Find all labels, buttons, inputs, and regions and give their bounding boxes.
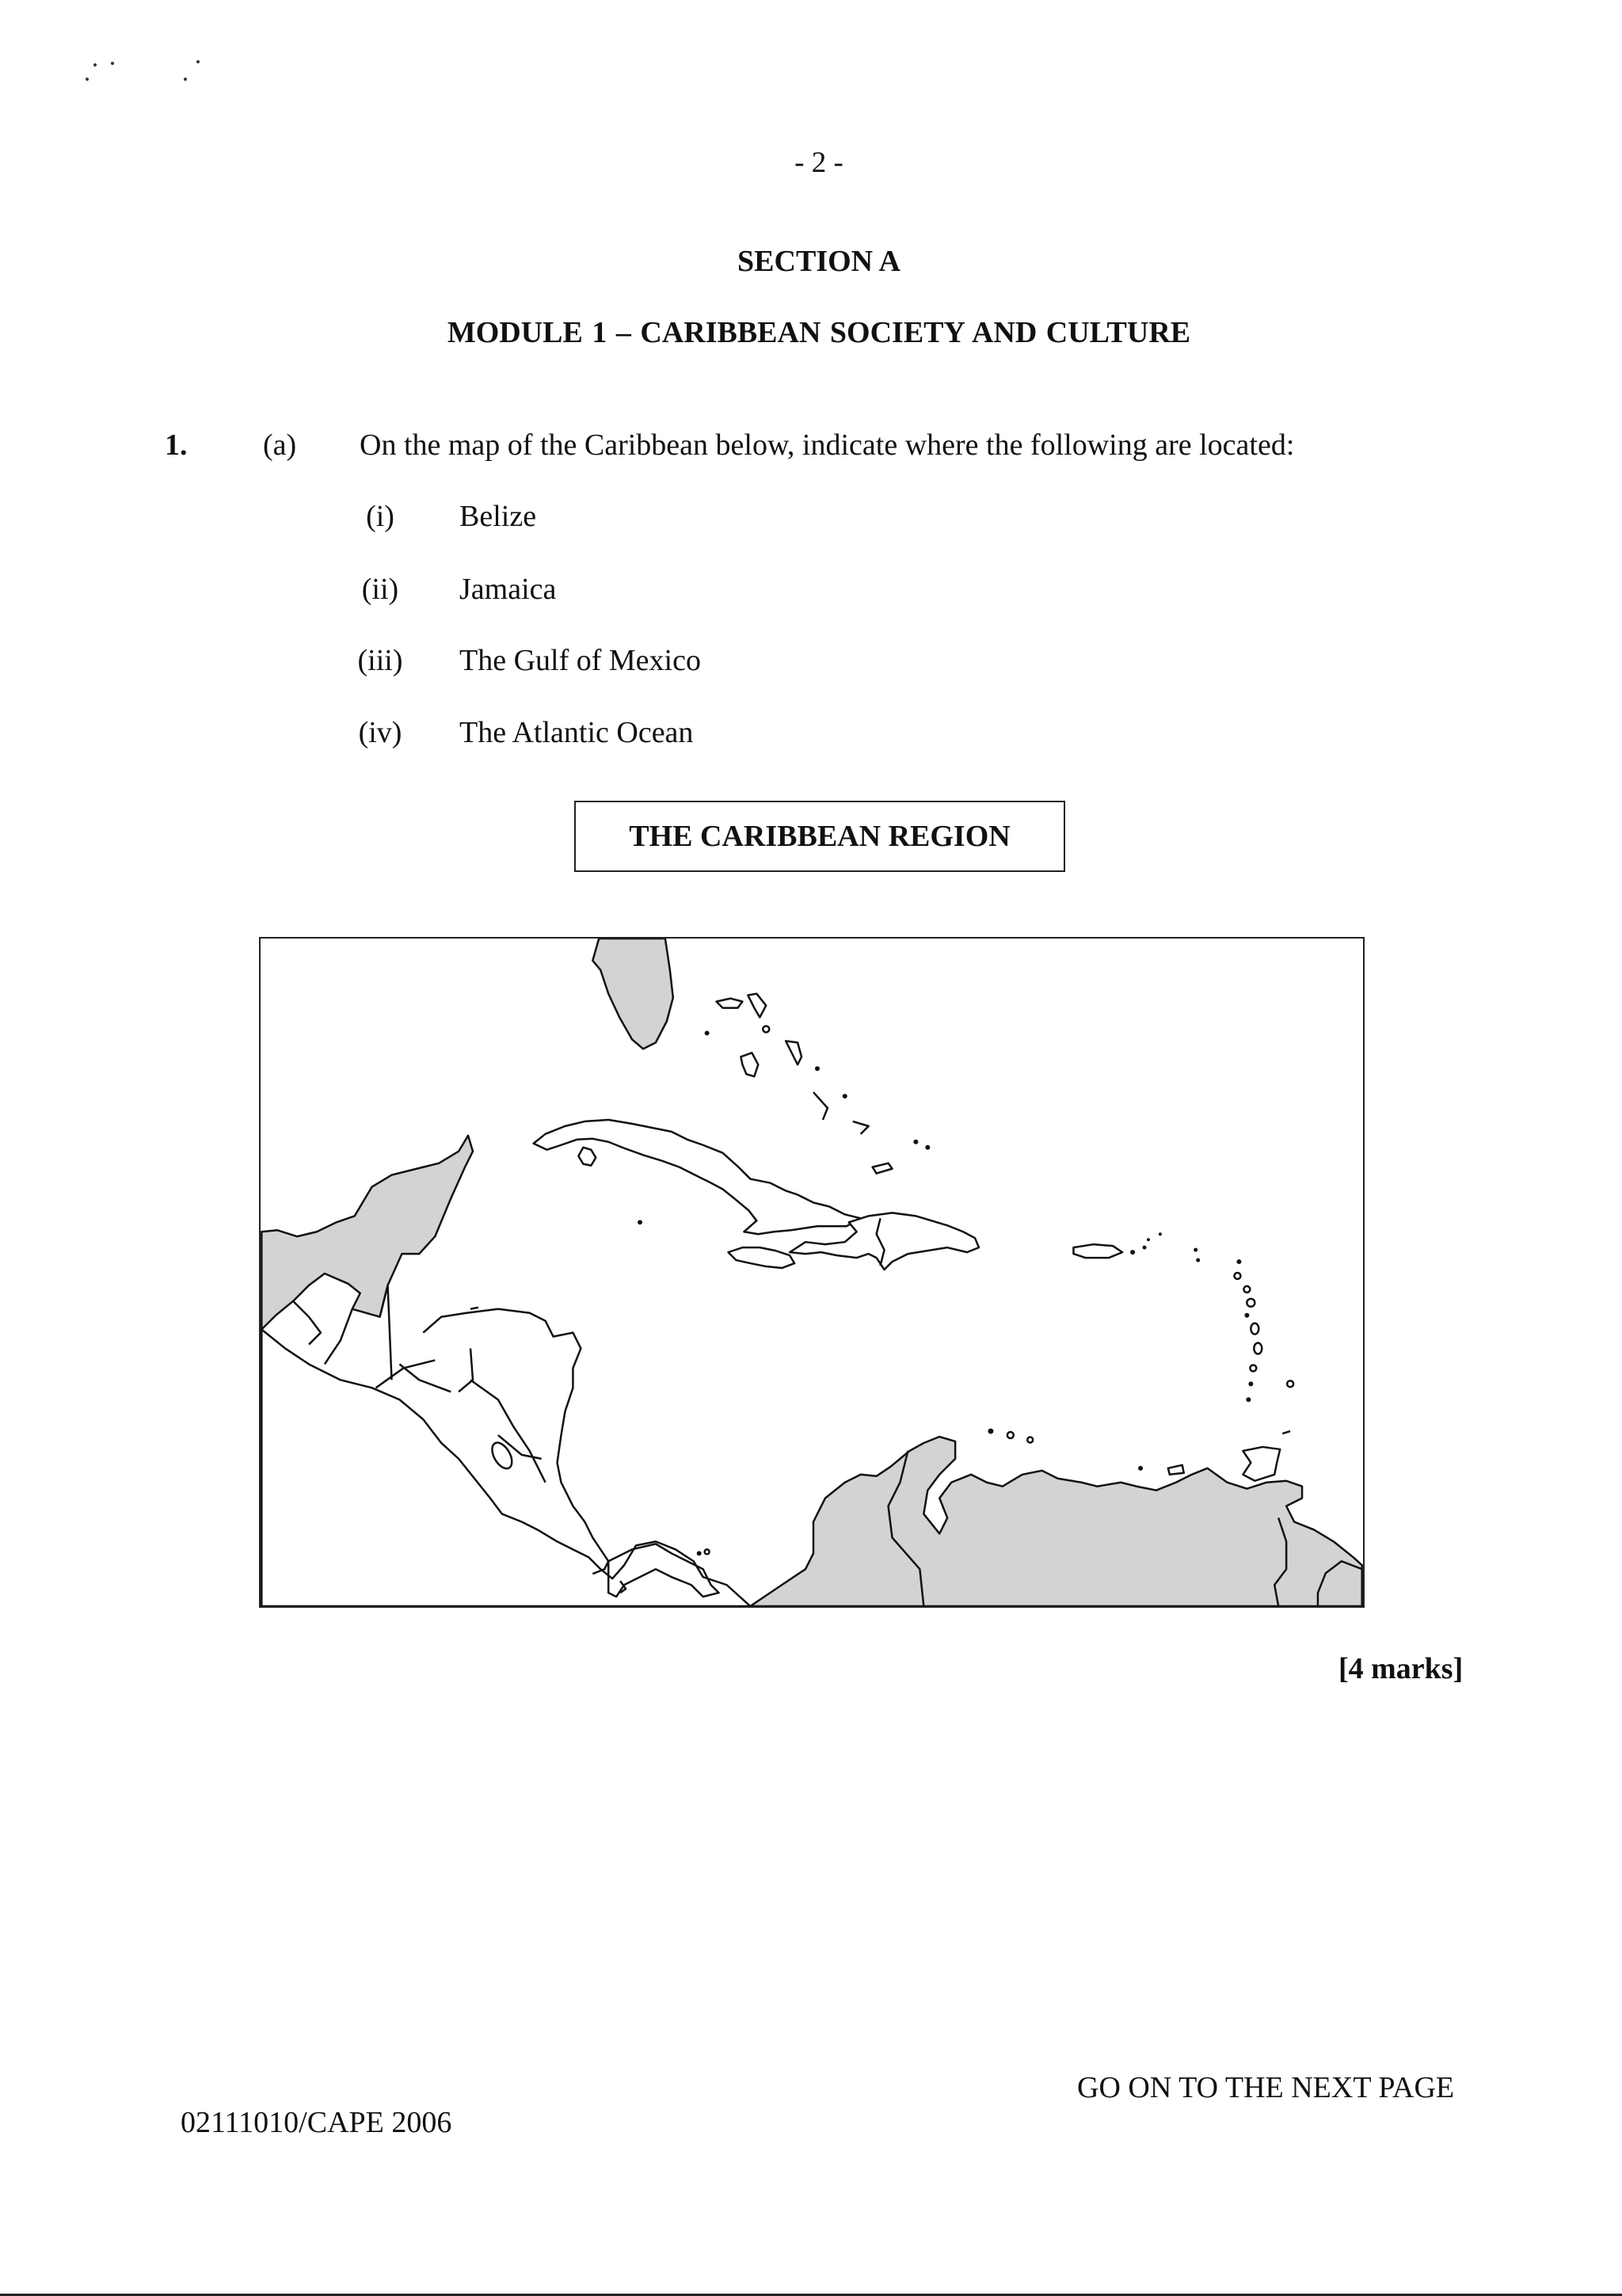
island-dot (705, 1549, 710, 1554)
item-number: (iii) (357, 644, 403, 677)
caribbean-map-drawing (261, 939, 1363, 1606)
island-dot (1254, 1343, 1262, 1354)
item-text: Jamaica (459, 573, 557, 606)
scan-speck (86, 78, 89, 81)
scan-speck (196, 60, 200, 63)
bahamas-island (786, 1041, 801, 1064)
island-dot (843, 1094, 847, 1099)
san-andres-island (470, 1308, 478, 1309)
island-dot (988, 1429, 993, 1434)
marks-label: [4 marks] (1338, 1652, 1464, 1685)
island-dot (1143, 1246, 1147, 1250)
island-dot (1130, 1250, 1135, 1255)
go-on-next-page: GO ON TO THE NEXT PAGE (1077, 2071, 1455, 2104)
item-text: Belize (459, 500, 537, 533)
island-dot (1250, 1365, 1256, 1371)
island-dot (913, 1140, 918, 1144)
island-dot (1138, 1466, 1143, 1471)
isle-of-youth (578, 1148, 596, 1166)
item-number: (iv) (358, 716, 402, 749)
island-dot (1246, 1397, 1251, 1402)
mexico-landmass (261, 1136, 473, 1330)
island-dot (1236, 1259, 1241, 1264)
trinidad-island (1243, 1447, 1280, 1481)
scan-speck (184, 78, 187, 81)
island-dot (1251, 1323, 1258, 1335)
island-dot (705, 1030, 710, 1035)
jamaica-island (729, 1247, 795, 1268)
island-dot (1247, 1299, 1255, 1307)
item-text: The Atlantic Ocean (459, 716, 694, 749)
question-number: 1. (165, 428, 188, 462)
island-dot (697, 1551, 702, 1555)
island-dot (1234, 1273, 1240, 1279)
module-heading: MODULE 1 – CARIBBEAN SOCIETY AND CULTURE (447, 316, 1191, 349)
island-dot (1027, 1437, 1033, 1443)
island-dot (1147, 1238, 1150, 1241)
lake-nicaragua (488, 1439, 516, 1472)
island-dot (1287, 1380, 1293, 1387)
island-dot (1248, 1381, 1253, 1386)
section-heading: SECTION A (737, 245, 900, 278)
cayman-dot (638, 1220, 642, 1224)
question-part: (a) (263, 428, 297, 462)
bahamas-island (853, 1121, 869, 1134)
island-dot (1243, 1286, 1250, 1293)
map-title: THE CARIBBEAN REGION (574, 801, 1065, 872)
island-dot (763, 1026, 769, 1032)
island-dot (1194, 1248, 1197, 1252)
island-dot (1196, 1258, 1200, 1262)
item-text: The Gulf of Mexico (459, 644, 701, 677)
caribbean-map[interactable] (259, 937, 1365, 1608)
tobago-island (1282, 1431, 1290, 1434)
florida-landmass (592, 939, 673, 1049)
question-prompt: On the map of the Caribbean below, indicate where the following are located: (360, 428, 1295, 462)
island-dot (815, 1066, 820, 1071)
island-dot (1159, 1232, 1162, 1236)
bahamas-island (813, 1092, 828, 1120)
turks-caicos-island (873, 1163, 893, 1174)
puerto-rico-island (1073, 1244, 1122, 1258)
bahamas-island (717, 999, 743, 1008)
island-dot (1244, 1313, 1249, 1318)
page-number: - 2 - (794, 147, 843, 179)
island-dot (925, 1145, 930, 1150)
bahamas-island (741, 1053, 758, 1076)
scan-speck (93, 63, 97, 67)
island-dot (1007, 1432, 1014, 1438)
item-number: (i) (366, 500, 394, 533)
exam-code: 02111010/CAPE 2006 (181, 2106, 452, 2139)
margarita-island (1168, 1465, 1184, 1475)
scan-speck (111, 62, 114, 65)
item-number: (ii) (361, 573, 399, 606)
bahamas-island (748, 994, 766, 1018)
cuba-island (534, 1120, 861, 1234)
